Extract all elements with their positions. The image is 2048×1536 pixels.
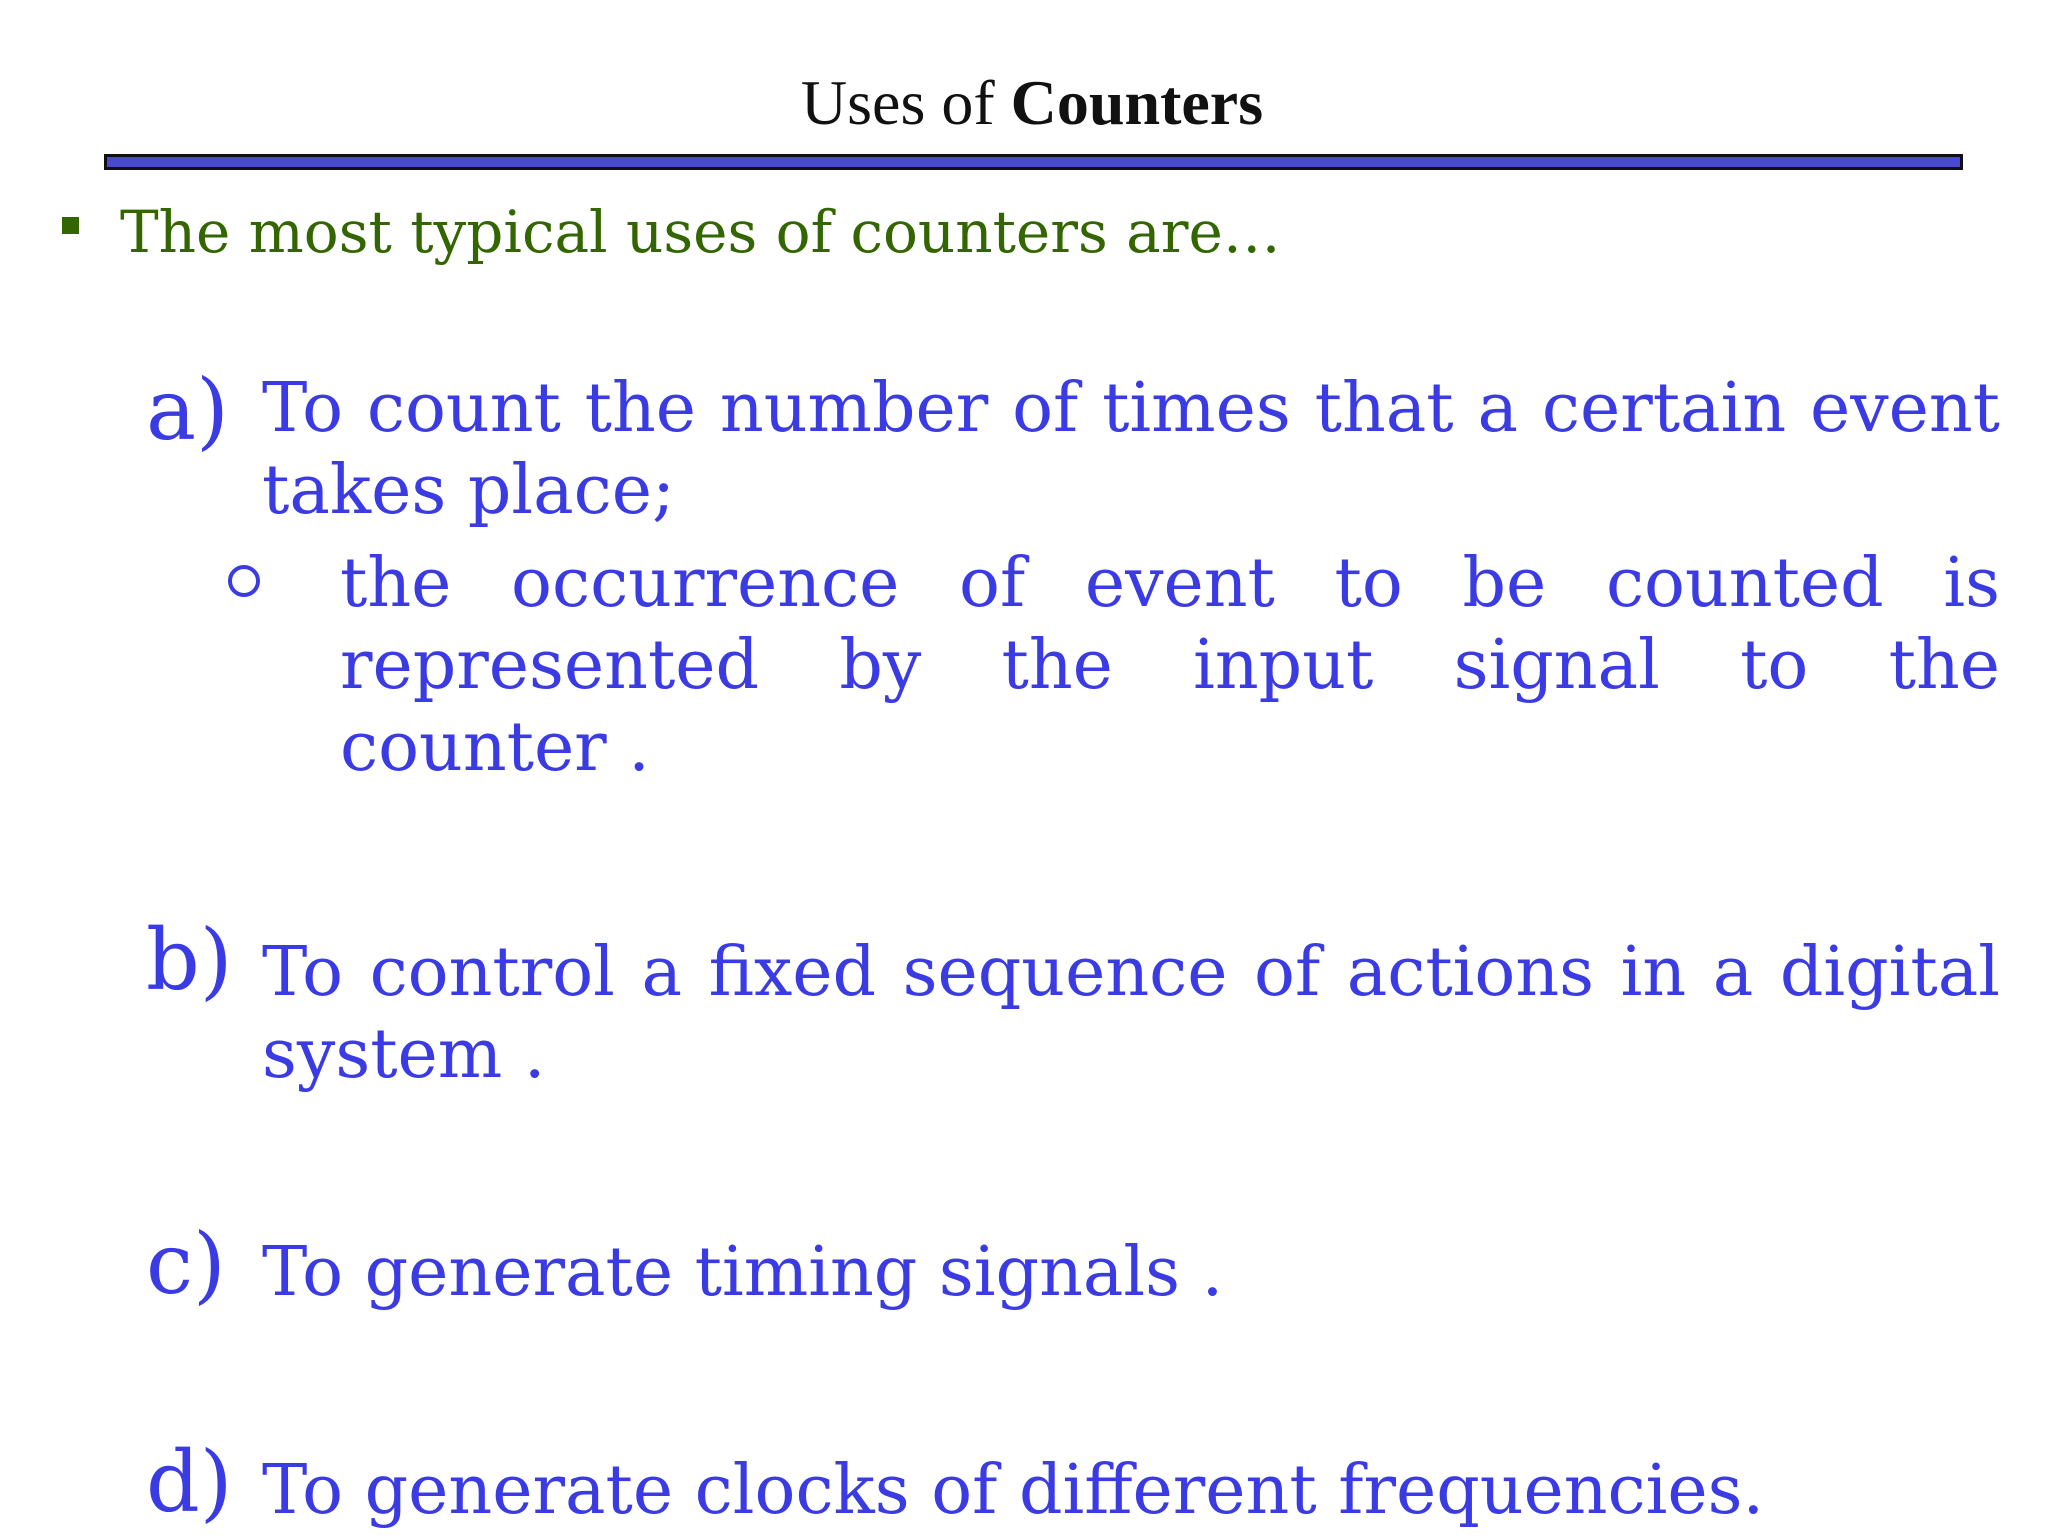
title-underline-rule — [104, 154, 1963, 170]
item-a-marker: a) — [146, 361, 229, 459]
item-a-text: To count the number of times that a certain event takes place; — [262, 369, 2000, 530]
item-a-subpoint-line1: the occurrence of event to be counted is — [340, 544, 2000, 623]
square-bullet-icon — [62, 217, 79, 234]
intro-text: The most typical uses of counters are… — [120, 198, 1281, 266]
circle-bullet-icon — [228, 565, 260, 597]
item-c-marker: c) — [146, 1215, 226, 1313]
slide-title-regular: Uses of — [800, 67, 995, 138]
item-b-text: To control a fixed sequence of actions in a digital system . — [262, 933, 2000, 1094]
slide-title-bold: Counters — [1010, 67, 1264, 138]
item-a-subpoint-line2: represented by the input signal to the — [340, 626, 2000, 705]
item-d-text: To generate clocks of different frequencies. — [262, 1451, 1765, 1530]
item-a-subpoint — [340, 543, 2000, 789]
item-c-text: To generate timing signals . — [262, 1233, 1224, 1312]
item-a-subpoint-line3: counter . — [340, 708, 650, 787]
slide-title — [0, 66, 2048, 140]
item-d-marker: d) — [146, 1433, 233, 1531]
item-b-marker: b) — [146, 911, 233, 1009]
